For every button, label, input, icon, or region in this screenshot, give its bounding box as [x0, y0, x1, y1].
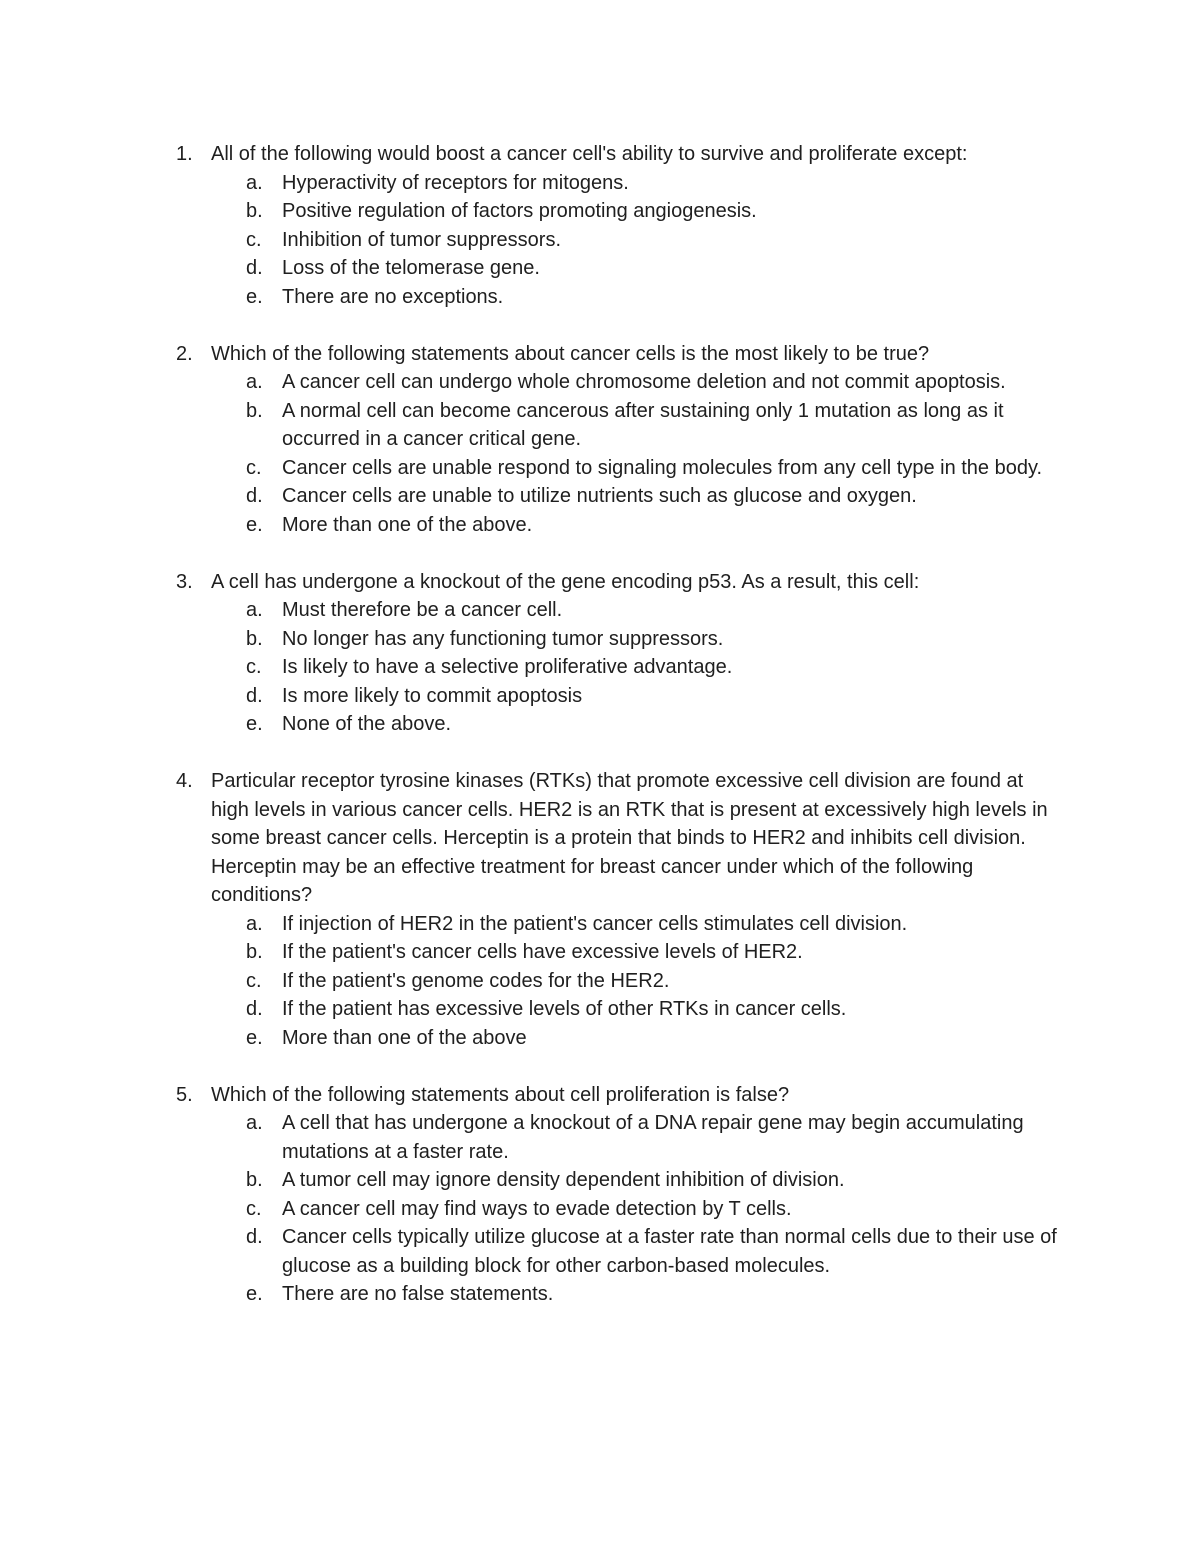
question-2 — [0, 340, 1200, 540]
option-text: If the patient's genome codes for the HER2. — [282, 969, 670, 992]
option-letter: b. — [246, 399, 263, 422]
answer-option — [0, 454, 1072, 483]
option-text: Positive regulation of factors promoting angiogenesis. — [282, 200, 757, 222]
question-text: All of the following would boost a cancer cell's ability to survive and proliferate except: — [211, 143, 968, 165]
question-3 — [0, 568, 1200, 739]
question-4 — [0, 767, 1200, 1052]
question-stem — [0, 140, 1061, 169]
option-text: If the patient has excessive levels of other RTKs in cancer cells. — [282, 998, 847, 1020]
answer-option — [0, 511, 1072, 540]
question-document — [0, 140, 1200, 1337]
answer-option — [0, 1280, 1072, 1309]
question-number: 3. — [176, 570, 193, 593]
answer-option — [0, 397, 1072, 454]
option-letter: b. — [246, 200, 263, 222]
option-text: There are no exceptions. — [282, 285, 504, 308]
option-letter: b. — [246, 1169, 263, 1191]
answer-option — [0, 169, 1072, 198]
question-stem — [0, 1081, 1061, 1110]
answer-option — [0, 682, 1072, 711]
option-text: There are no false statements. — [282, 1283, 554, 1305]
option-letter: a. — [246, 912, 263, 935]
question-stem — [0, 568, 1061, 597]
answer-option — [0, 596, 1072, 625]
answer-option — [0, 995, 1072, 1024]
option-letter: d. — [246, 485, 263, 507]
option-letter: c. — [246, 456, 262, 479]
option-letter: d. — [246, 684, 263, 707]
option-letter: e. — [246, 513, 263, 536]
answer-option — [0, 1024, 1072, 1053]
option-letter: a. — [246, 171, 263, 194]
option-text: More than one of the above. — [282, 513, 533, 536]
answer-option — [0, 910, 1072, 939]
option-letter: c. — [246, 228, 262, 251]
option-letter: a. — [246, 1112, 263, 1134]
answer-option — [0, 1109, 1072, 1166]
option-text: A cell that has undergone a knockout of a DNA repair gene may begin accumulating mutations at a faster rate. — [282, 1112, 1024, 1163]
option-letter: d. — [246, 257, 263, 279]
option-text: A tumor cell may ignore density dependent inhibition of division. — [282, 1169, 845, 1191]
option-text: Must therefore be a cancer cell. — [282, 599, 563, 621]
option-text: Loss of the telomerase gene. — [282, 257, 540, 279]
option-letter: c. — [246, 1197, 262, 1220]
option-text: Is more likely to commit apoptosis — [282, 684, 583, 707]
option-text: Cancer cells are unable to utilize nutrients such as glucose and oxygen. — [282, 485, 917, 507]
answer-option — [0, 967, 1072, 996]
option-text: If injection of HER2 in the patient's cancer cells stimulates cell division. — [282, 912, 908, 935]
question-text: Which of the following statements about cell proliferation is false? — [211, 1083, 790, 1106]
answer-option — [0, 197, 1072, 226]
answer-option — [0, 283, 1072, 312]
option-letter: d. — [246, 998, 263, 1020]
option-letter: a. — [246, 371, 263, 393]
answer-option — [0, 710, 1072, 739]
option-text: Inhibition of tumor suppressors. — [282, 228, 562, 251]
question-number: 5. — [176, 1083, 193, 1106]
option-text: Cancer cells typically utilize glucose at a faster rate than normal cells due to their use of glucose as a building block for other carbon-based molecules. — [282, 1226, 1057, 1277]
option-letter: e. — [246, 1283, 263, 1305]
answer-option — [0, 226, 1072, 255]
question-number: 4. — [176, 770, 193, 792]
question-text: Particular receptor tyrosine kinases (RTKs) that promote excessive cell division are found at high levels in various cancer cells. HER2 is an RTK that is present at excessively high levels in some breast cancer cells. Herceptin is a protein that binds to HER2 and inhibits cell division. Herceptin may be an effective treatment for breast cancer under which of the following conditions? — [211, 770, 1048, 906]
question-stem — [0, 340, 1061, 369]
option-text: Cancer cells are unable respond to signaling molecules from any cell type in the body. — [282, 456, 1043, 479]
option-letter: a. — [246, 599, 263, 621]
answer-option — [0, 368, 1072, 397]
question-number: 2. — [176, 342, 193, 365]
option-text: Is likely to have a selective proliferative advantage. — [282, 656, 733, 678]
option-letter: b. — [246, 627, 263, 650]
answer-option — [0, 254, 1072, 283]
answer-option — [0, 938, 1072, 967]
option-text: A cancer cell may find ways to evade detection by T cells. — [282, 1197, 792, 1220]
option-letter: b. — [246, 941, 263, 963]
question-text: A cell has undergone a knockout of the gene encoding p53. As a result, this cell: — [211, 570, 920, 593]
answer-option — [0, 482, 1072, 511]
question-number: 1. — [176, 143, 193, 165]
option-letter: c. — [246, 969, 262, 992]
option-letter: c. — [246, 656, 262, 678]
option-letter: e. — [246, 713, 263, 735]
question-1 — [0, 140, 1200, 311]
answer-option — [0, 1166, 1072, 1195]
question-5 — [0, 1081, 1200, 1309]
question-text: Which of the following statements about cancer cells is the most likely to be true? — [211, 342, 930, 365]
answer-option — [0, 625, 1072, 654]
answer-option — [0, 1195, 1072, 1224]
option-text: A normal cell can become cancerous after sustaining only 1 mutation as long as it occurred in a cancer critical gene. — [282, 399, 1004, 450]
option-text: No longer has any functioning tumor suppressors. — [282, 627, 724, 650]
option-text: Hyperactivity of receptors for mitogens. — [282, 171, 629, 194]
option-text: If the patient's cancer cells have excessive levels of HER2. — [282, 941, 803, 963]
option-text: A cancer cell can undergo whole chromosome deletion and not commit apoptosis. — [282, 371, 1006, 393]
option-letter: e. — [246, 1026, 263, 1049]
answer-option — [0, 653, 1072, 682]
option-text: None of the above. — [282, 713, 452, 735]
answer-option — [0, 1223, 1072, 1280]
question-stem — [0, 767, 1061, 910]
option-text: More than one of the above — [282, 1026, 527, 1049]
option-letter: d. — [246, 1226, 263, 1248]
option-letter: e. — [246, 285, 263, 308]
